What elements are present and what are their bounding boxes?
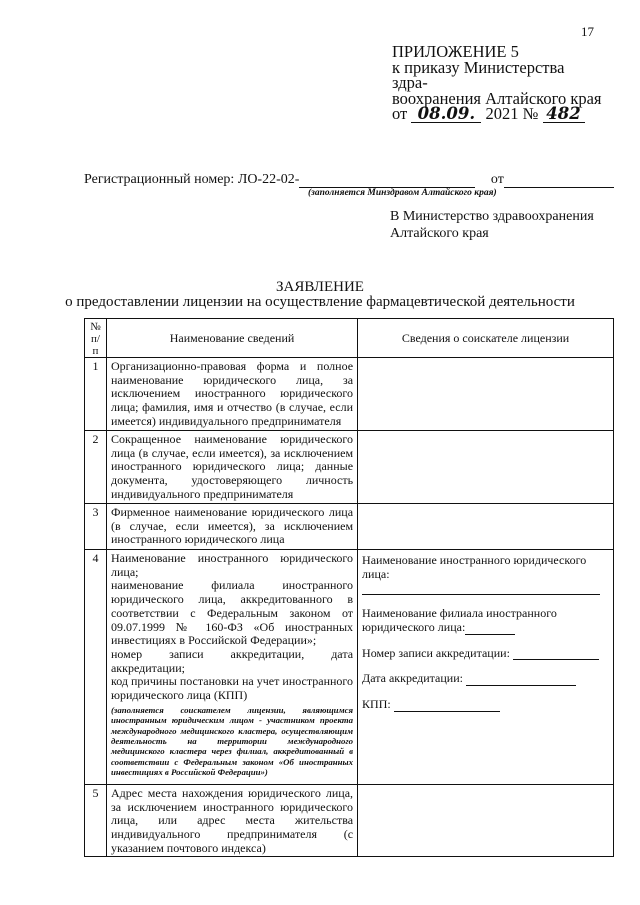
row-label: Сокращенное наименование юридического лица (в случае, если имеется), за исключением иностранного юридического лица; данные документа, удостоверяющего личность индивидуального предпринимателя [106, 431, 357, 504]
header-applicant-info: Сведения о соискателе лицензии [358, 319, 614, 358]
annex-line-1: к приказу Министерства здра- [392, 57, 565, 92]
branch-name-label: Наименование филиала иностранного юридического лица: [362, 606, 557, 634]
page-number: 17 [581, 24, 594, 39]
row-number: 2 [85, 431, 107, 504]
foreign-name-input[interactable] [362, 583, 600, 595]
document-subtitle: о предоставлении лицензии на осуществление фармацевтической деятельности [65, 294, 575, 310]
annex-date-line [392, 106, 602, 123]
foreign-name-label: Наименование иностранного юридического лица: [362, 553, 587, 581]
row-label: Организационно-правовая форма и полное наименование юридического лица, за исключением иностранного юридического лица; фамилия, имя и отчество (в случае, если имеется) индивидуального предпринимателя [106, 358, 357, 431]
row-label-part: номер записи аккредитации, дата аккредитации; [110, 646, 354, 675]
record-number-input[interactable] [513, 648, 599, 660]
table-row [85, 785, 614, 857]
record-number-field [362, 647, 609, 661]
header-number: № п/п [85, 319, 107, 358]
table-row [85, 550, 614, 785]
table-row [85, 504, 614, 550]
row-value-cell[interactable] [358, 504, 614, 550]
kpp-label: КПП: [362, 696, 391, 711]
annex-title: ПРИЛОЖЕНИЕ 5 [392, 42, 519, 61]
row-label-part: код причины постановки на учет иностранного юридического лица (КПП) [110, 674, 354, 703]
application-table [84, 318, 614, 857]
table-row [85, 358, 614, 431]
table-row [85, 431, 614, 504]
row-label: Фирменное наименование юридического лица (в случае, если имеется), за исключением иностранного юридического лица [106, 504, 357, 550]
row-label [106, 550, 357, 785]
year-number-label: 2021 № [485, 104, 539, 123]
kpp-field [362, 698, 609, 712]
row-value-cell[interactable] [358, 431, 614, 504]
foreign-name-field [362, 554, 609, 595]
accreditation-date-field [362, 672, 609, 686]
row-label: Адрес места нахождения юридического лица, за исключением иностранного юридического лица, или адрес места жительства индивидуального предпринимателя (с указанием почтового индекса) [106, 785, 357, 857]
annex-line-2: воохранения Алтайского края [392, 88, 602, 108]
branch-name-input[interactable] [465, 623, 515, 635]
row-value-cell[interactable] [358, 785, 614, 857]
accreditation-date-label: Дата аккредитации: [362, 671, 463, 686]
accreditation-date-input[interactable] [466, 674, 576, 686]
handwritten-number: 482 [543, 106, 585, 123]
row-number: 3 [85, 504, 107, 550]
row-label-part: наименование филиала иностранного юридического лица, аккредитованного в соответствии с Федеральным законом от 09.07.1999 № 160-ФЗ «Об иностранных инвестициях в Российской Федерации»; [110, 578, 354, 648]
registration-note: (заполняется Минздравом Алтайского края) [308, 188, 497, 198]
annex-header [392, 44, 602, 123]
kpp-input[interactable] [394, 700, 500, 712]
addressee-line-1: В Министерство здравоохранения [390, 209, 594, 224]
registration-date-field[interactable] [504, 174, 614, 188]
addressee-line-2: Алтайского края [390, 226, 489, 241]
registration-number-field[interactable] [299, 174, 475, 188]
row-note: (заполняется соискателем лицензии, являющимся иностранным юридическим лицом - участником проекта международного медицинского кластера, осуществляющим деятельность на территории международного медицинского кластера через филиал, аккредитованный в соответствии с Федеральным законом «Об иностранных инвестициях в Российской Федерации») [110, 704, 354, 778]
handwritten-date: 08.09. [411, 106, 481, 123]
table-header-row [85, 319, 614, 358]
registration-line [84, 172, 614, 188]
document-title: ЗАЯВЛЕНИЕ [276, 279, 364, 295]
row-number: 4 [85, 550, 107, 785]
row-value-cell [358, 550, 614, 785]
date-prefix: от [392, 104, 408, 123]
addressee [390, 208, 594, 242]
registration-from-label: от [490, 172, 504, 187]
row-number: 5 [85, 785, 107, 857]
row-value-cell[interactable] [358, 358, 614, 431]
branch-name-field [362, 607, 609, 634]
registration-label: Регистрационный номер: ЛО-22-02- [84, 172, 300, 187]
row-label-part: Наименование иностранного юридического лица; [110, 551, 354, 579]
header-info-name: Наименование сведений [106, 319, 357, 358]
record-number-label: Номер записи аккредитации: [362, 645, 510, 660]
row-number: 1 [85, 358, 107, 431]
